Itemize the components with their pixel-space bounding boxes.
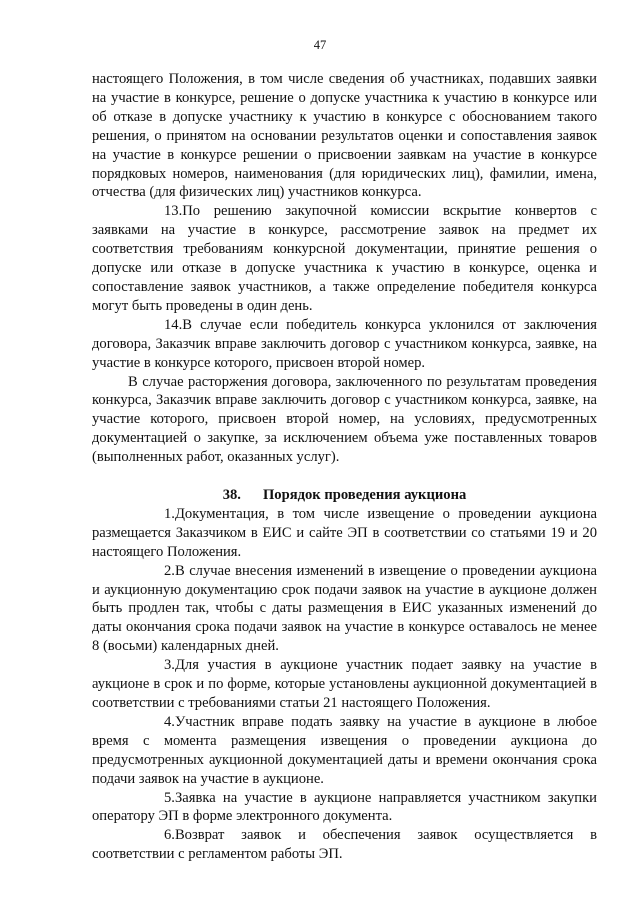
paragraph-14 bbox=[92, 316, 597, 373]
paragraph-number: 13. bbox=[164, 203, 183, 220]
item-text: В случае внесения изменений в извещение о проведении аукциона и аукционную документацию срок подачи заявок на участие в аукционе должен быть продлен так, чтобы с даты размещения в ЕИС указанных изменений до даты окончания срока подачи заявок на участие в конкурсе оставалось не менее 8 (восьми) календарных дней. bbox=[92, 562, 597, 655]
item-text: Возврат заявок и обеспечения заявок осуществляется в соответствии с регламентом работы ЭП. bbox=[92, 827, 597, 863]
list-item bbox=[92, 562, 597, 657]
list-item bbox=[92, 826, 597, 864]
item-number: 6. bbox=[164, 827, 175, 844]
item-number: 2. bbox=[164, 562, 175, 579]
continuation-paragraph: настоящего Положения, в том числе сведения об участниках, подавших заявки на участие в конкурсе, решение о допуске участника к участию в конкурсе или об отказе в допуске участнику к участию в конкурсе с обоснованием такого решения, о принятом на основании результатов оценки и сопоставления заявок на участие в конкурсе решении о присвоении заявкам на участие в конкурсе порядковых номеров, наименования (для юридических лиц), фамилии, имена, отчества (для физических лиц) участников конкурса. bbox=[92, 71, 597, 201]
paragraph-14-continued: В случае расторжения договора, заключенного по результатам проведения конкурса, Заказчик вправе заключить договор с участником конкурса, заявке, на участие которого, присвоен второй номер, на условиях, предусмотренных документацией о закупке, за исключением объема уже поставленных товаров (выполненных работ, оказанных услуг). bbox=[92, 373, 597, 466]
paragraph-13 bbox=[92, 202, 597, 315]
paragraph-text: В случае если победитель конкурса уклонился от заключения договора, Заказчик вправе заключить договор с участником конкурса, заявке, на участие в конкурсе которого, присвоен второй номер. bbox=[92, 316, 597, 371]
item-number: 3. bbox=[164, 657, 175, 674]
item-text: Документация, в том числе извещение о проведении аукциона размещается Заказчиком в ЕИС и сайте ЭП в соответствии со статьями 19 и 20 настоящего Положения. bbox=[92, 505, 597, 560]
list-item bbox=[92, 789, 597, 827]
paragraph-number: 14. bbox=[164, 316, 183, 333]
item-text: Для участия в аукционе участник подает заявку на участие в аукционе в срок и по форме, которые установлены аукционной документацией в соответствии с требованиями статьи 21 настоящего Положения. bbox=[92, 657, 597, 711]
list-item bbox=[92, 656, 597, 713]
list-item bbox=[92, 713, 597, 789]
item-number: 1. bbox=[164, 505, 175, 522]
section-number: 38. bbox=[222, 487, 241, 504]
item-text: Заявка на участие в аукционе направляется участником закупки оператору ЭП в форме электронного документа. bbox=[92, 789, 597, 825]
paragraph-text: По решению закупочной комиссии вскрытие конвертов с заявками на участие в конкурсе, рассмотрение заявок на предмет их соответствия требованиям конкурсной документации, принятие решения о допуске или отказе в допуске участника к участию в конкурсе, оценка и сопоставление заявок участников, а также определение победителя конкурса могут быть проведены в один день. bbox=[92, 203, 597, 314]
item-number: 4. bbox=[164, 713, 175, 730]
section-heading bbox=[92, 486, 597, 505]
document-body bbox=[92, 70, 597, 864]
item-number: 5. bbox=[164, 789, 175, 806]
list-item bbox=[92, 505, 597, 562]
page-number: 47 bbox=[313, 38, 327, 52]
item-text: Участник вправе подать заявку на участие в аукционе в любое время с момента размещения извещения о проведении аукциона до предусмотренных аукционной документацией даты и времени окончания срока подачи заявок на участие в аукционе. bbox=[92, 713, 597, 787]
section-title: Порядок проведения аукциона bbox=[262, 487, 467, 504]
